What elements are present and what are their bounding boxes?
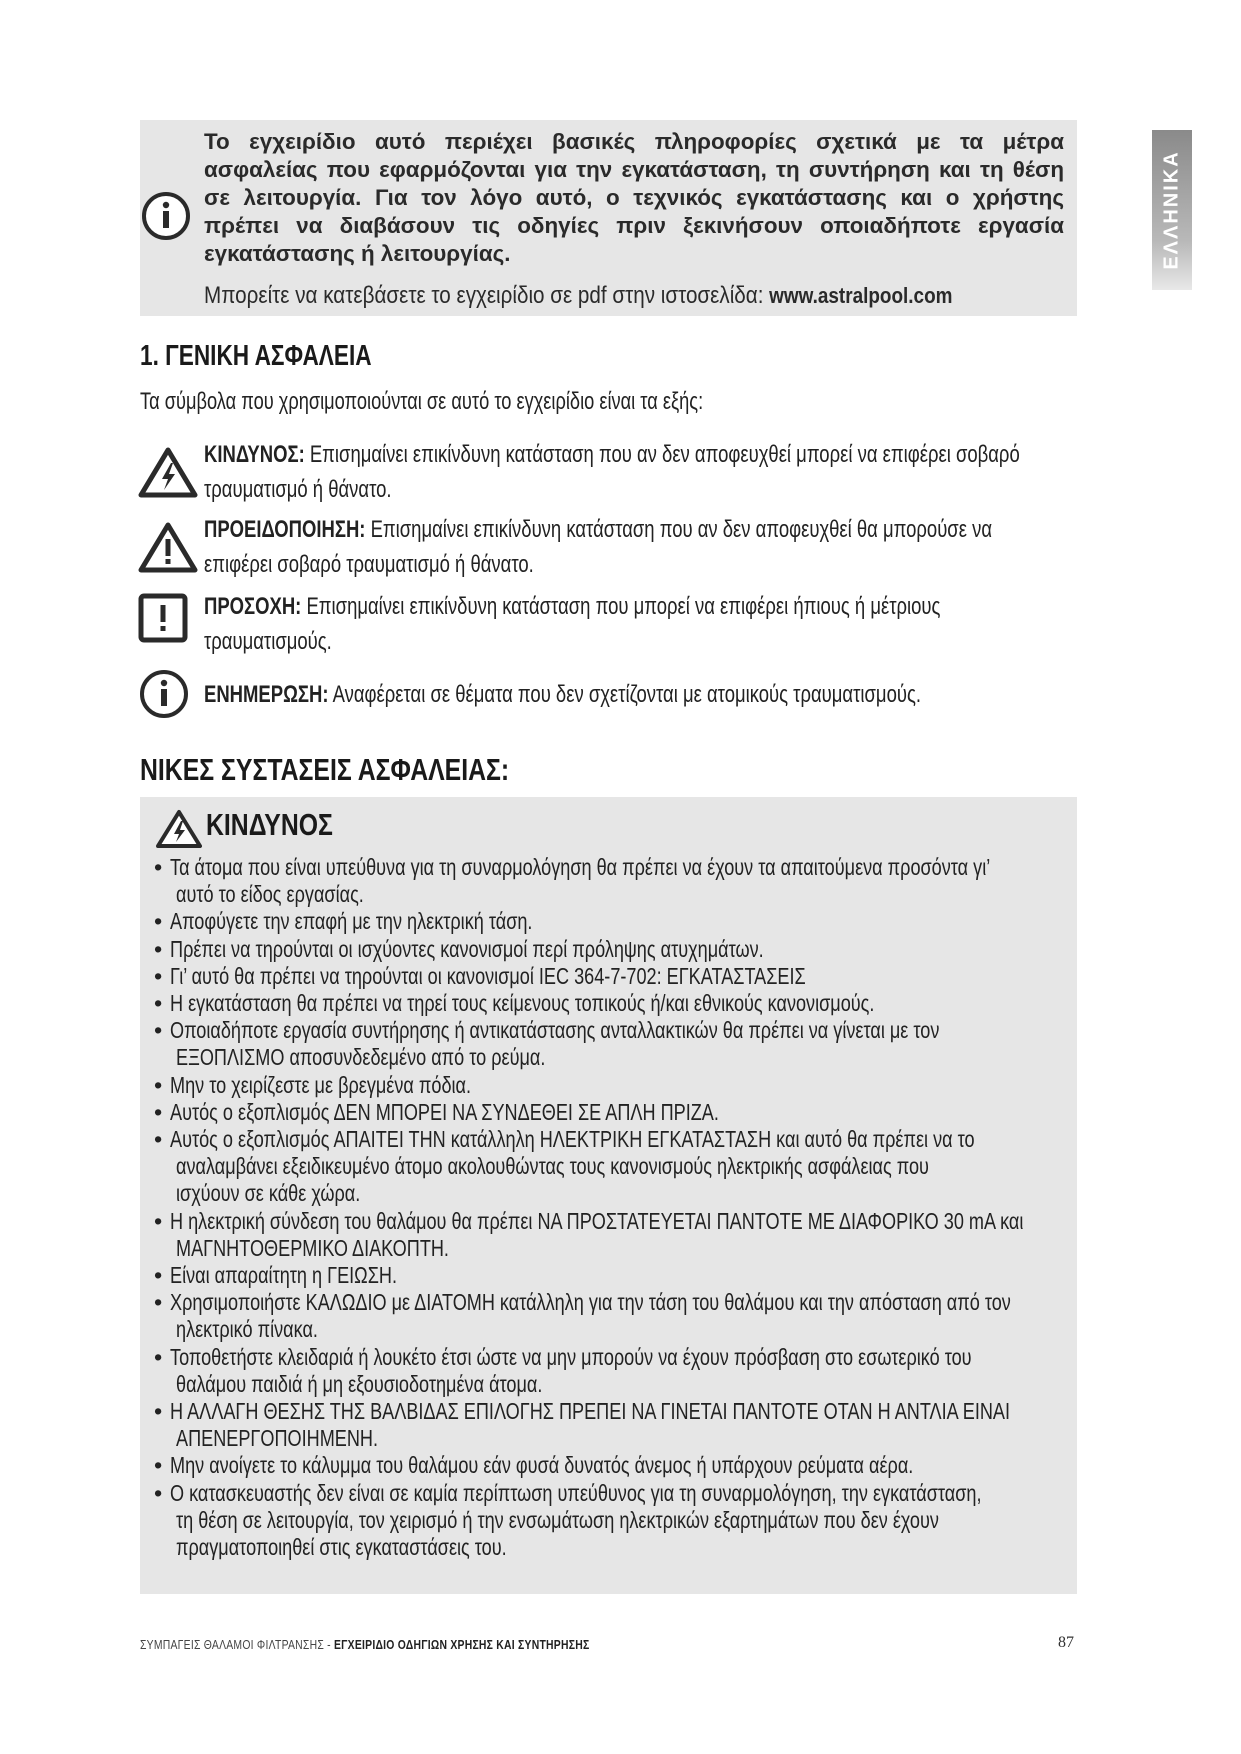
warning-icon [138,521,198,573]
bullet-icon: • [154,1479,163,1506]
bullet-icon: • [154,1289,163,1316]
language-tab-label: ΕΛΛΗΝΙΚΑ [1160,150,1183,270]
bullet-icon: • [154,1126,163,1152]
bullet-icon: • [154,962,163,989]
danger-title: ΚΙΝΔΥΝΟΣ [206,807,333,842]
intro-download-line [204,282,1074,310]
page-number: 87 [1058,1634,1074,1651]
intro-notice-box [140,120,1077,316]
intro-text: Το εγχειρίδιο αυτό περιέχει βασικές πληροφορίες σχετικά με τα μέτρα ασφαλείας που εφαρμόζονται για την εγκατάσταση, τη συντήρηση και τη θέση σε λειτουργία. Για τον λόγο αυτό, ο τεχνικός εγκατάστασης και ο χρήστης πρέπει να διαβάσουν τις οδηγίες πριν ξεκινήσουν οποιαδήποτε εργασία εγκατάστασης ή λειτουργίας. [204,129,1064,266]
footer-title: ΣΥΜΠΑΓΕΙΣ ΘΑΛΑΜΟΙ ΦΙΛΤΡΑΝΣΗΣ - ΕΓΧΕΙΡΙΔΙΟ ΟΔΗΓΙΩΝ ΧΡΗΣΗΣ ΚΑΙ ΣΥΝΤΗΡΗΣΗΣ [140,1637,590,1652]
bullet-icon: • [154,1343,163,1370]
bullet-icon: • [154,1017,163,1044]
symbol-label: ΠΡΟΣΟΧΗ: [204,593,302,620]
bullet-icon: • [154,1098,163,1125]
language-tab [1152,130,1192,290]
symbol-danger: ΚΙΝΔΥΝΟΣ: Επισημαίνει επικίνδυνη κατάσταση που αν δεν αποφευχθεί μπορεί να επιφέρει σοβαρό τραυματισμό ή θάνατο. [204,441,1020,503]
danger-electric-icon [138,446,198,498]
bullet-icon: • [154,1452,163,1479]
symbol-label: ΚΙΝΔΥΝΟΣ: [204,441,305,468]
bullet-icon: • [154,935,163,962]
danger-electric-icon [156,809,202,849]
bullet-icon: • [154,1207,163,1234]
info-icon [138,668,190,720]
info-icon [140,190,192,242]
symbol-warning: ΠΡΟΕΙΔΟΠΟΙΗΣΗ: Επισημαίνει επικίνδυνη κατάσταση που αν δεν αποφευχθεί θα μπορούσε να επιφέρει σοβαρό τραυματισμό ή θάνατο. [204,516,993,578]
section-intro: Τα σύμβολα που χρησιμοποιούνται σε αυτό το εγχειρίδιο είναι τα εξής: [140,388,704,415]
bullet-icon: • [154,854,163,880]
symbol-information: ΕΝΗΜΕΡΩΣΗ: Αναφέρεται σε θέματα που δεν σχετίζονται με ατομικούς τραυματισμούς. [204,681,922,708]
danger-box: ΚΙΝΔΥΝΟΣ • Τα άτομα που είναι υπεύθυνα για τη συναρμολόγηση θα πρέπει να έχουν τα απαιτούμενα προσόντα γι’ αυτό το είδος εργασίας. • Αποφύγετε την επαφή με την ηλεκτρική τάση. • Πρέπει να τηρούνται οι ισχύοντες κανονισμοί περί πρόληψης ατυχημάτων. • Γι’ αυτό θα πρέπει να τηρούνται οι κανονισμοί IEC 364-7-702: ΕΓΚΑΤΑΣΤΑΣΕΙΣ • Η εγκατάσταση θα πρέπει να τηρεί τους κείμενους τοπικούς ή/και εθνικούς κανονισμούς. • Οποιαδήποτε εργασία συντήρησης ή αντικατάστασης ανταλλακτικών θα πρέπει να γίνεται με τον ΕΞΟΠΛΙΣΜΟ αποσυνδεδεμένο από το ρεύμα. • Μην το χειρίζεστε με βρεγμένα πόδια. • Αυτός ο εξοπλισμός ΔΕΝ ΜΠΟΡΕΙ ΝΑ ΣΥΝΔΕΘΕΙ ΣΕ ΑΠΛΗ ΠΡΙΖΑ. • Αυτός ο εξοπλισμός ΑΠΑΙΤΕΙ ΤΗΝ κατάλληλη ΗΛΕΚΤΡΙΚΗ ΕΓΚΑΤΑΣΤΑΣΗ και αυτό θα πρέπει να το αναλαμβάνει εξειδικευμένο άτομο ακολουθώντας τους κανονισμούς ηλεκτρικής ασφάλειας που ισχύουν σε κάθε χώρα. • Η ηλεκτρική σύνδεση του θαλάμου θα πρέπει ΝΑ ΠΡΟΣΤΑΤΕΥΕΤΑΙ ΠΑΝΤΟΤΕ ΜΕ ΔΙΑΦΟΡΙΚΟ 30 mA και ΜΑΓΝΗΤΟΘΕΡΜΙΚΟ ΔΙΑΚΟΠΤΗ. • Είναι απαραίτητη η ΓΕΙΩΣΗ. • Χρησιμοποιήστε ΚΑΛΩΔΙΟ με ΔΙΑΤΟΜΗ κατάλληλη για την τάση του θαλάμου και την απόσταση από τον ηλεκτρικό πίνακα. • Τοποθετήστε κλειδαριά ή λουκέτο έτσι ώστε να μην μπορούν να έχουν πρόσβαση στο εσωτερικό του θαλάμου παιδιά ή μη εξουσιοδοτημένα άτομα. • Η ΑΛΛΑΓΗ ΘΕΣΗΣ ΤΗΣ ΒΑΛΒΙΔΑΣ ΕΠΙΛΟΓΗΣ ΠΡΕΠΕΙ ΝΑ ΓΙΝΕΤΑΙ ΠΑΝΤΟΤΕ ΟΤΑΝ Η ΑΝΤΛΙΑ ΕΙΝΑΙ ΑΠΕΝΕΡΓΟΠΟΙΗΜΕΝΗ. • Μην ανοίγετε το κάλυμμα του θαλάμου εάν φυσά δυνατός άνεμος ή υπάρχουν ρεύματα αέρα. • Ο κατασκευαστής δεν είναι σε καμία περίπτωση υπεύθυνος για τη συναρμολόγηση, την εγκατάσταση, τη θέση σε λειτουργία, τον χειρισμό ή την ενσωμάτωση ηλεκτρικών εξαρτημάτων που δεν έχουν πραγματοποιηθεί στις εγκαταστάσεις του. [140,797,1077,1594]
bullet-icon: • [154,908,163,935]
caution-icon [138,593,188,643]
section-heading: 1. ΓΕΝΙΚΗ ΑΣΦΑΛΕΙΑ [140,340,372,372]
symbol-caution: ΠΡΟΣΟΧΗ: Επισημαίνει επικίνδυνη κατάσταση που μπορεί να επιφέρει ήπιους ή μέτριους τραυματισμούς. [204,593,941,655]
website-link[interactable]: www.astralpool.com [769,283,953,308]
bullet-icon: • [154,1398,163,1424]
bullet-icon: • [154,1071,163,1098]
bullet-icon: • [154,990,163,1016]
symbol-label: ΕΝΗΜΕΡΩΣΗ: [204,681,329,708]
symbol-label: ΠΡΟΕΙΔΟΠΟΙΗΣΗ: [204,516,366,543]
download-text: Μπορείτε να κατεβάσετε το εγχειρίδιο σε pdf στην ιστοσελίδα: [204,282,770,309]
safety-heading: ΝΙΚΕΣ ΣΥΣΤΑΣΕΙΣ ΑΣΦΑΛΕΙΑΣ: [140,752,510,787]
bullet-icon: • [154,1262,163,1288]
